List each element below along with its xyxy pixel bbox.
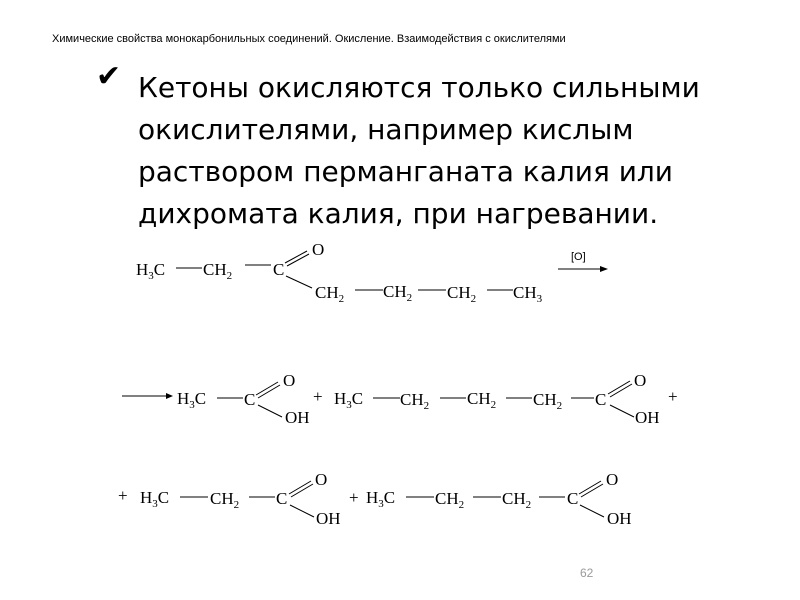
svg-text:H3C: $H_3C$ bbox=[334, 389, 364, 411]
svg-text:O: O bbox=[283, 371, 296, 390]
plus-sign: + bbox=[349, 488, 359, 507]
svg-text:C: C bbox=[567, 489, 579, 508]
svg-text:C: C bbox=[244, 390, 256, 409]
product-butanoic-acid bbox=[366, 470, 632, 528]
svg-text:H3C: $H_3C$ bbox=[366, 488, 396, 510]
svg-text:OH: OH bbox=[316, 509, 341, 528]
svg-text:O: O bbox=[634, 371, 647, 390]
product-acetic-acid bbox=[177, 371, 310, 427]
slide-title: Химические свойства монокарбонильных соединений. Окисление. Взаимодействия с окислителями bbox=[52, 33, 566, 45]
product-propanoic-acid bbox=[140, 470, 341, 528]
svg-text:CH2: $CH_2$ bbox=[400, 390, 430, 412]
svg-text:OH: OH bbox=[607, 509, 632, 528]
svg-text:CH2: $CH_2$ bbox=[467, 389, 497, 411]
continuation-arrow bbox=[122, 393, 173, 399]
checkmark-icon: ✔ bbox=[96, 59, 122, 94]
page-number: 62 bbox=[580, 566, 594, 580]
plus-sign: + bbox=[118, 486, 128, 505]
plus-sign: + bbox=[668, 387, 678, 406]
svg-text:CH2: $CH_2$ bbox=[383, 282, 413, 304]
svg-text:CH2: $CH_2$ bbox=[447, 283, 477, 305]
svg-text:CH2: $CH_2$ bbox=[210, 489, 240, 511]
svg-text:CH2: $CH_2$ bbox=[315, 283, 345, 305]
svg-text:CH2: $CH_2$ bbox=[435, 489, 465, 511]
plus-sign: + bbox=[313, 387, 323, 406]
reactant-ketone bbox=[136, 240, 543, 305]
reaction-arrow bbox=[558, 251, 608, 272]
svg-text:O: O bbox=[312, 240, 325, 259]
svg-text:OH: OH bbox=[285, 408, 310, 427]
condition-label: [O] bbox=[571, 251, 586, 263]
svg-text:O: O bbox=[606, 470, 619, 489]
svg-text:O: O bbox=[315, 470, 328, 489]
svg-text:H3C: $H_3C$ bbox=[140, 488, 170, 510]
svg-text:H3C: $H_3C$ bbox=[136, 260, 166, 282]
main-text: Кетоны окисляются только сильными окислителями, например кислым раствором перманганата калия или дихромата калия, при нагревании. bbox=[138, 71, 700, 230]
svg-text:H3C: $H_3C$ bbox=[177, 389, 207, 411]
svg-text:C: C bbox=[276, 489, 288, 508]
svg-text:C: C bbox=[273, 260, 285, 279]
svg-text:CH2: $CH_2$ bbox=[502, 489, 532, 511]
svg-text:OH: OH bbox=[635, 408, 660, 427]
svg-text:CH2: $CH_2$ bbox=[203, 260, 233, 282]
svg-text:CH2: $CH_2$ bbox=[533, 390, 563, 412]
svg-text:C: C bbox=[595, 390, 607, 409]
svg-text:CH3: $CH_3$ bbox=[513, 283, 543, 305]
product-pentanoic-acid bbox=[334, 371, 660, 427]
